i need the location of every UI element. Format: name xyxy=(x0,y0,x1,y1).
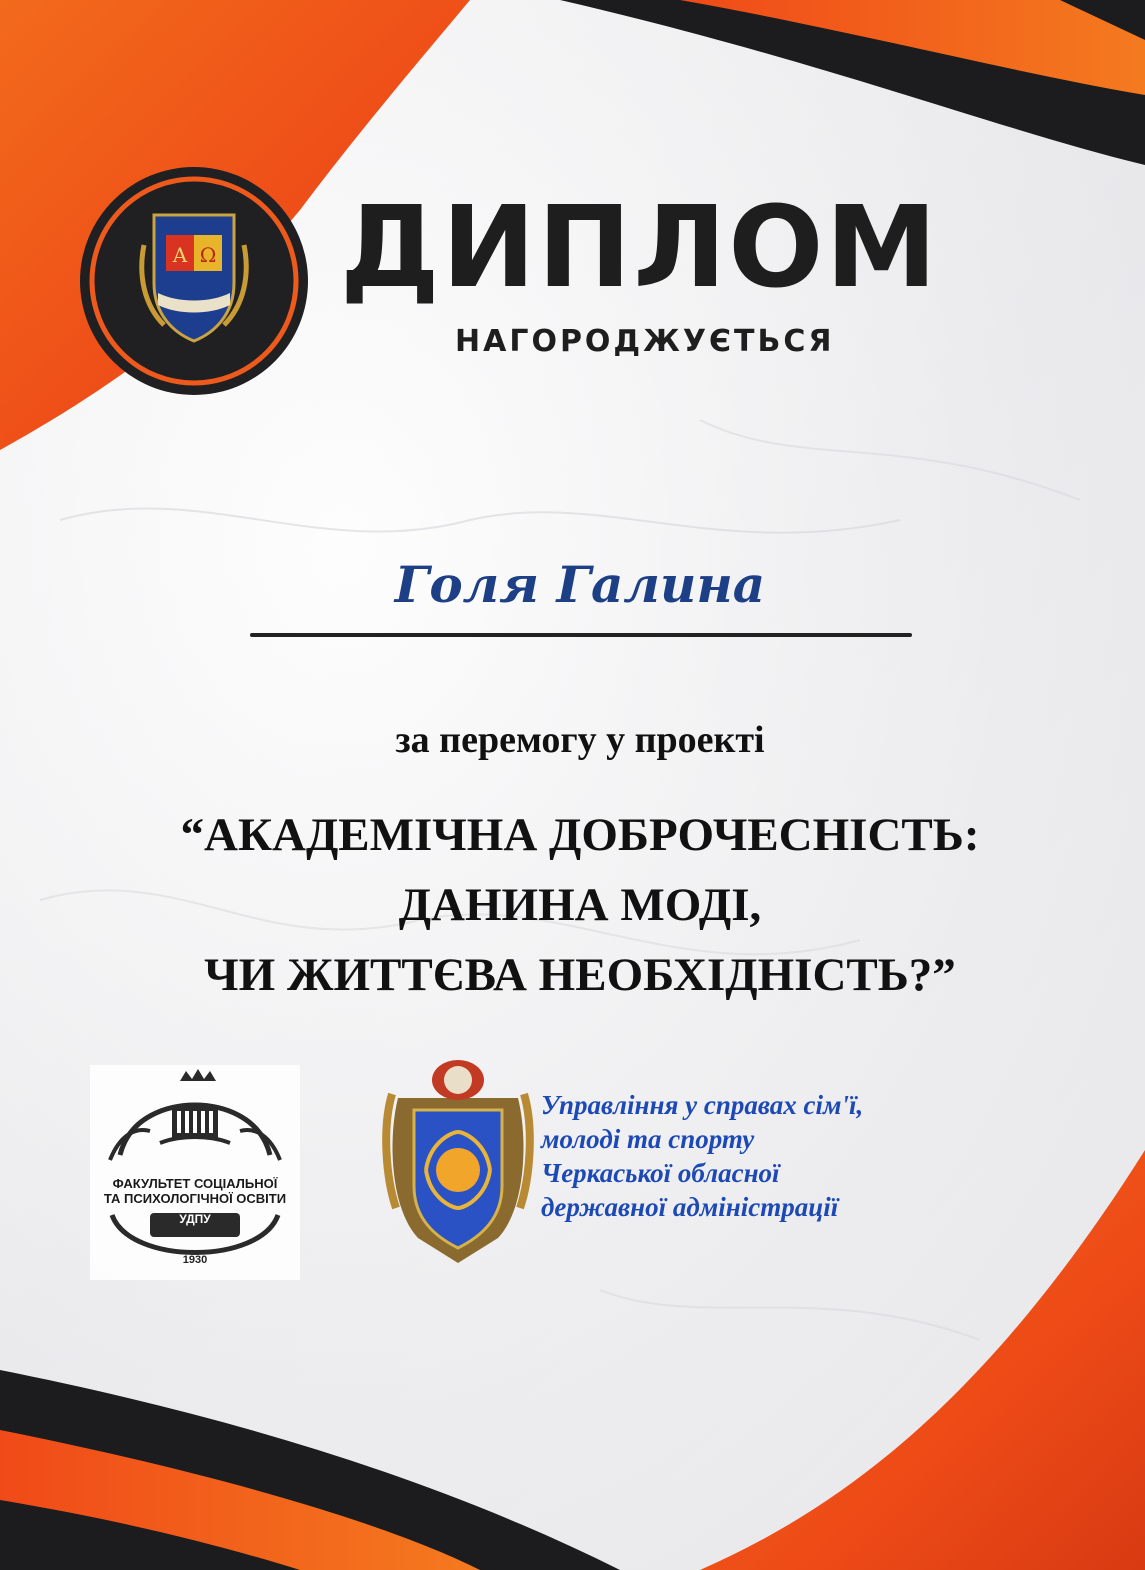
award-reason: за перемогу у проекті xyxy=(395,719,765,761)
signature-line xyxy=(250,633,912,637)
faculty-year: 1930 xyxy=(182,1254,208,1266)
svg-text:Ω: Ω xyxy=(199,243,217,267)
administration-line: молоді та спорту xyxy=(541,1124,755,1154)
administration-line: державної адміністрації xyxy=(541,1192,839,1222)
administration-name xyxy=(541,1088,961,1224)
diploma-subtitle: НАГОРОДЖУЄТЬСЯ xyxy=(455,324,835,359)
project-title-line: “АКАДЕМІЧНА ДОБРОЧЕСНІСТЬ: xyxy=(180,809,980,861)
faculty-name-line: ТА ПСИХОЛОГІЧНОЇ ОСВІТИ xyxy=(103,1191,287,1206)
faculty-name-line: ФАКУЛЬТЕТ СОЦІАЛЬНОЇ xyxy=(112,1176,278,1191)
project-title-line: ЧИ ЖИТТЄВА НЕОБХІДНІСТЬ?” xyxy=(204,949,956,1001)
faculty-name xyxy=(92,1176,298,1206)
university-logo xyxy=(78,165,310,397)
project-title xyxy=(130,800,1030,1010)
recipient-name: Голя Галина xyxy=(394,555,766,614)
faculty-logo xyxy=(90,1065,300,1280)
administration-line: Управління у справах сім'ї, xyxy=(541,1090,864,1120)
faculty-abbr: УДПУ xyxy=(179,1212,211,1226)
project-title-line: ДАНИНА МОДІ, xyxy=(398,879,762,931)
coat-of-arms xyxy=(378,1058,538,1268)
diploma-title: ДИПЛОМ xyxy=(340,183,939,313)
svg-text:Α: Α xyxy=(172,243,188,267)
administration-line: Черкаської обласної xyxy=(541,1158,780,1188)
